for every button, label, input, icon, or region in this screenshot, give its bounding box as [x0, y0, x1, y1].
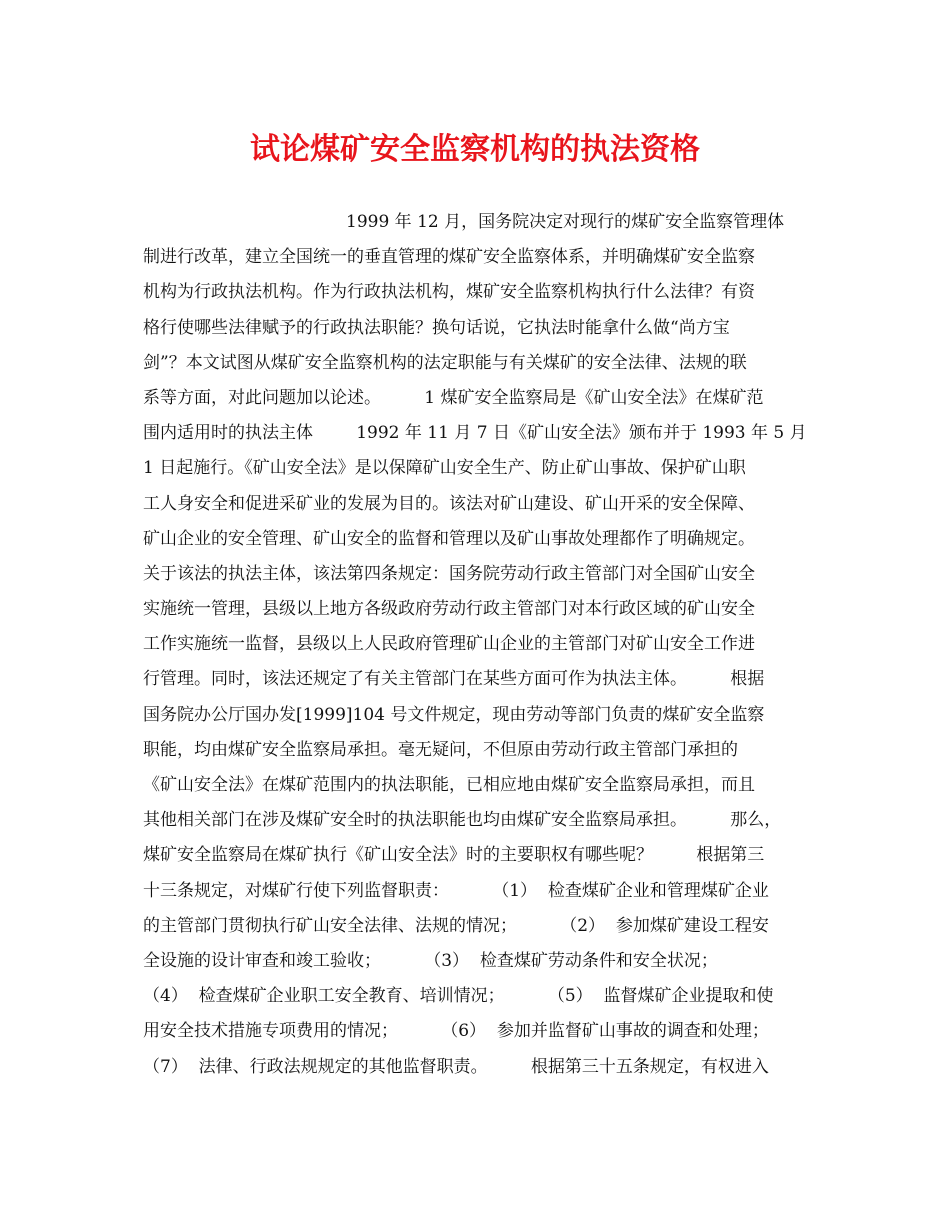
body-line-17: 《矿山安全法》在煤矿范围内的执法职能，已相应地由煤矿安全监察局承担，而且 [143, 775, 755, 795]
document-title: 试论煤矿安全监察机构的执法资格 [250, 132, 700, 167]
document-body [143, 205, 823, 1085]
body-line-6: 系等方面，对此问题加以论述。 1 煤矿安全监察局是《矿山安全法》在煤矿范 [143, 387, 764, 408]
body-line-11: 关于该法的执法主体，该法第四条规定：国务院劳动行政主管部门对全国矿山安全 [143, 563, 755, 584]
body-line-9: 工人身安全和促进采矿业的发展为目的。该法对矿山建设、矿山开采的安全保障、 [143, 493, 755, 514]
body-line-4: 格行使哪些法律赋予的行政执法职能？换句话说，它执法时能拿什么做“尚方宝 [143, 317, 730, 338]
body-line-2: 制进行改革，建立全国统一的垂直管理的煤矿安全监察体系，并明确煤矿安全监察 [143, 247, 755, 268]
body-line-5: 剑”？本文试图从煤矿安全监察机构的法定职能与有关煤矿的安全法律、法规的联 [143, 352, 747, 373]
body-line-24: 用安全技术措施专项费用的情况； （6） 参加并监督矿山事故的调查和处理； [143, 1021, 769, 1042]
body-line-16: 职能，均由煤矿安全监察局承担。毫无疑问，不但原由劳动行政主管部门承担的 [143, 739, 738, 760]
body-line-13: 工作实施统一监督，县级以上人民政府管理矿山企业的主管部门对矿山安全工作进 [143, 634, 755, 655]
body-line-15: 国务院办公厅国办发[1999]104 号文件规定，现由劳动等部门负责的煤矿安全监察 [143, 704, 765, 725]
body-line-21: 的主管部门贯彻执行矿山安全法律、法规的情况； （2） 参加煤矿建设工程安 [143, 915, 769, 936]
body-line-22: 全设施的设计审查和竣工验收； （3） 检查煤矿劳动条件和安全状况； [143, 950, 718, 971]
body-line-14: 行管理。同时，该法还规定了有关主管部门在某些方面可作为执法主体。 根据 [143, 669, 765, 690]
body-line-3: 机构为行政执法机构。作为行政执法机构，煤矿安全监察机构执行什么法律？有资 [143, 282, 755, 303]
body-line-25: （7） 法律、行政法规规定的其他监督职责。 根据第三十五条规定，有权进入 [143, 1056, 769, 1077]
body-line-23: （4） 检查煤矿企业职工安全教育、培训情况； （5） 监督煤矿企业提取和使 [143, 986, 774, 1007]
body-line-18: 其他相关部门在涉及煤矿安全时的执法职能也均由煤矿安全监察局承担。 那么， [143, 810, 782, 831]
body-line-20: 十三条规定，对煤矿行使下列监督职责： （1） 检查煤矿企业和管理煤矿企业 [143, 880, 769, 901]
body-line-10: 矿山企业的安全管理、矿山安全的监督和管理以及矿山事故处理都作了明确规定。 [143, 528, 755, 549]
body-line-19: 煤矿安全监察局在煤矿执行《矿山安全法》时的主要职权有哪些呢？ 根据第三 [143, 845, 765, 866]
body-line-1: 1999 年 12 月，国务院决定对现行的煤矿安全监察管理体 [346, 212, 785, 232]
body-line-8: 1 日起施行。《矿山安全法》是以保障矿山安全生产、防止矿山事故、保护矿山职 [143, 458, 746, 479]
body-line-7: 围内适用时的执法主体 1992 年 11 月 7 日《矿山安全法》颁布并于 1993 年 5 月 [143, 423, 807, 444]
body-line-12: 实施统一管理，县级以上地方各级政府劳动行政主管部门对本行政区域的矿山安全 [143, 599, 755, 620]
